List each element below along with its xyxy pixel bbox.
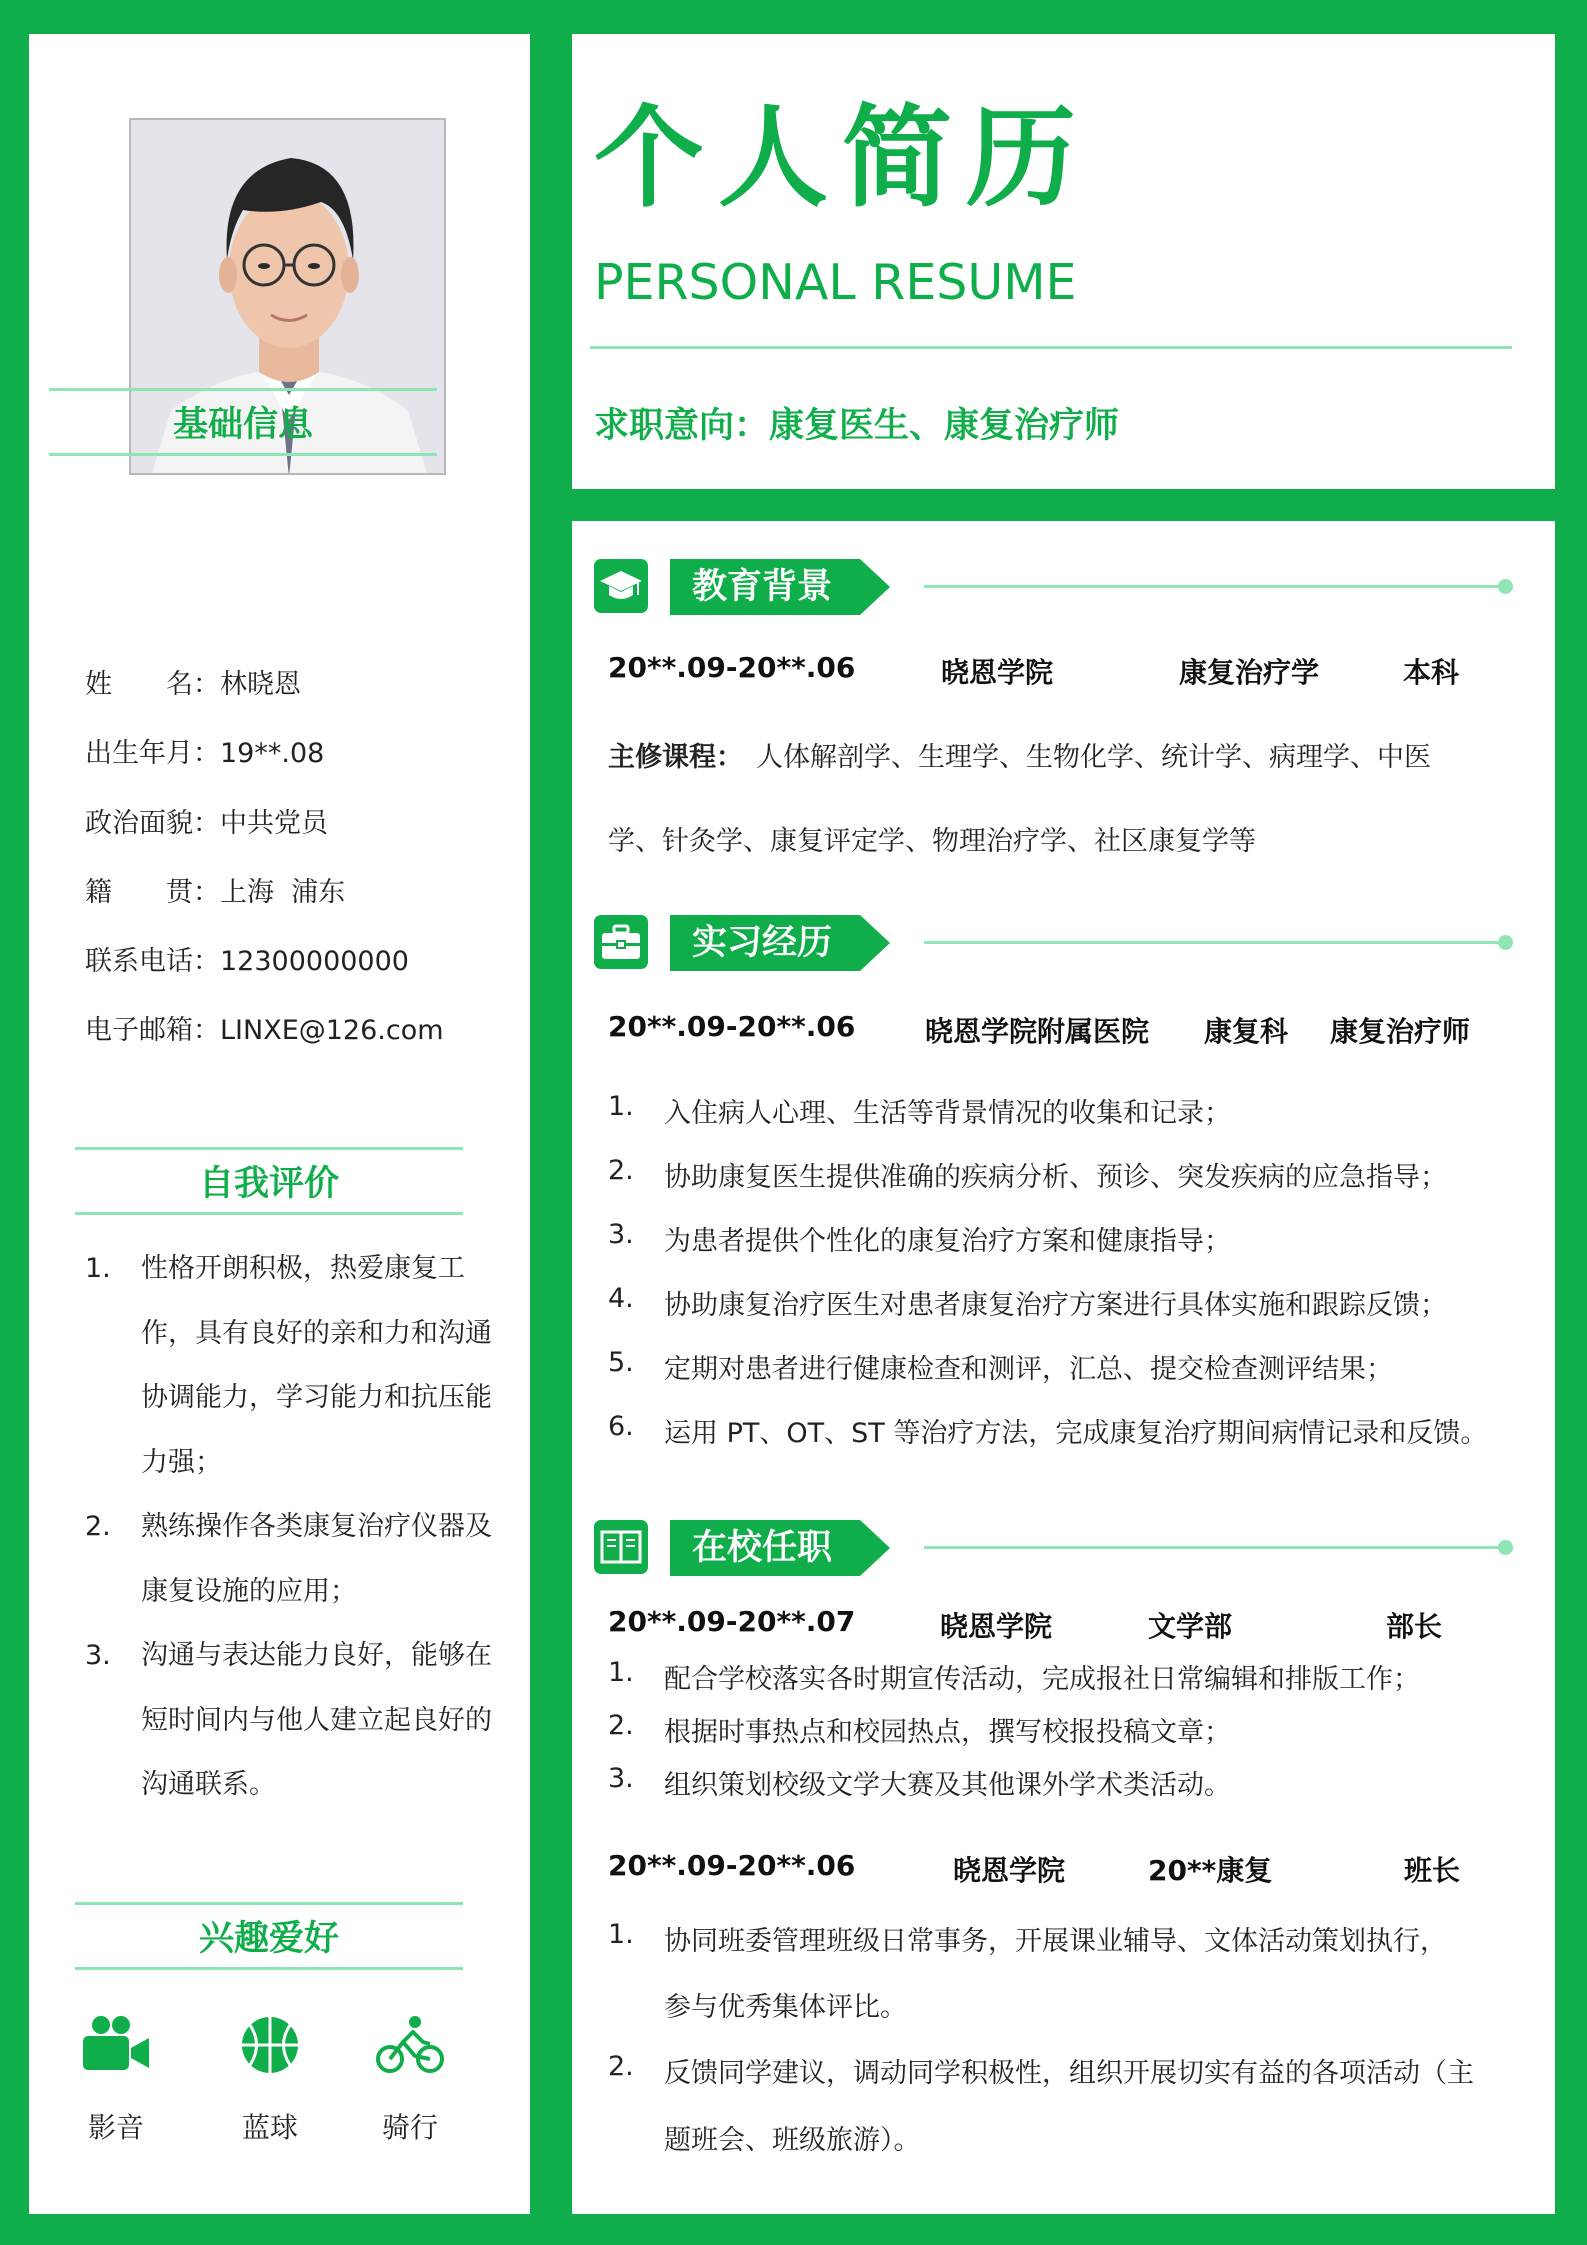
resume-header	[572, 34, 1555, 489]
job2-date: 20**.09-20**.06	[608, 1849, 856, 1882]
item-text: 协同班委管理班级日常事务，开展课业辅导、文体活动策划执行，	[664, 1926, 1447, 1957]
section-dot	[1498, 579, 1513, 594]
item-text: 参与优秀集体评比。	[664, 1992, 907, 2023]
item-number: 2.	[608, 1155, 634, 1186]
section-dot	[1498, 935, 1513, 950]
intern-dept: 康复科	[1204, 1015, 1289, 1048]
edu-major: 康复治疗学	[1179, 656, 1320, 689]
briefcase-icon	[594, 915, 648, 969]
courses-line-1	[608, 735, 1431, 774]
item-number: 1.	[608, 1091, 634, 1122]
info-label: 电子邮箱：	[85, 1015, 220, 1046]
item-number: 4.	[608, 1283, 634, 1314]
item-text: 配合学校落实各时期宣传活动，完成报社日常编辑和排版工作；	[664, 1664, 1420, 1695]
section-line	[924, 941, 1506, 944]
info-row-email	[85, 1008, 444, 1047]
edu-school: 晓恩学院	[941, 656, 1054, 689]
intern-date: 20**.09-20**.06	[608, 1010, 856, 1043]
video-camera-icon	[81, 2014, 151, 2076]
page-title: 个人简历	[594, 94, 1090, 222]
job-intent-value: 康复医生、康复治疗师	[769, 406, 1120, 446]
hobbies-heading: 兴趣爱好	[75, 1902, 463, 1970]
job2-dept: 20**康复	[1148, 1854, 1273, 1887]
hobby-cycling	[355, 2014, 465, 2146]
internship-section-header	[594, 911, 1514, 975]
section-title: 实习经历	[670, 915, 860, 971]
job1-dept: 文学部	[1148, 1610, 1233, 1643]
courses-label: 主修课程：	[608, 742, 743, 773]
item-number: 2.	[608, 1710, 634, 1741]
item-number: 1.	[85, 1253, 111, 1284]
info-label: 联系电话：	[85, 946, 220, 977]
item-text: 为患者提供个性化的康复治疗方案和健康指导；	[664, 1226, 1231, 1257]
job-intent-label: 求职意向：	[594, 406, 770, 446]
courses-line-2: 学、针灸学、康复评定学、物理治疗学、社区康复学等	[608, 826, 1256, 857]
intern-org: 晓恩学院附属医院	[925, 1015, 1150, 1048]
info-value: 12300000000	[220, 946, 409, 977]
info-row-hometown	[85, 870, 345, 909]
hobby-label: 骑行	[381, 2111, 438, 2144]
cycling-icon	[375, 2014, 445, 2076]
left-sidebar	[29, 34, 530, 2214]
job1-org: 晓恩学院	[940, 1610, 1053, 1643]
graduation-cap-icon	[594, 559, 648, 613]
edu-date: 20**.09-20**.06	[608, 651, 856, 684]
self-eval-heading: 自我评价	[75, 1147, 463, 1215]
job2-role: 班长	[1404, 1854, 1461, 1887]
section-dot	[1498, 1540, 1513, 1555]
job1-date: 20**.09-20**.07	[608, 1605, 856, 1638]
item-number: 2.	[608, 2051, 634, 2082]
item-text: 定期对患者进行健康检查和测评，汇总、提交检查测评结果；	[664, 1354, 1393, 1385]
section-line	[924, 1546, 1506, 1549]
item-number: 3.	[85, 1640, 111, 1671]
list-item	[85, 1495, 495, 1624]
info-label: 出生年月：	[85, 738, 220, 769]
item-text: 协助康复医生提供准确的疾病分析、预诊、突发疾病的应急指导；	[664, 1162, 1447, 1193]
item-text: 运用 PT、OT、ST 等治疗方法，完成康复治疗期间病情记录和反馈。	[664, 1418, 1488, 1449]
item-number: 6.	[608, 1411, 634, 1442]
info-value: LINXE@126.com	[220, 1015, 444, 1046]
info-row-birth	[85, 731, 324, 770]
job2-org: 晓恩学院	[953, 1854, 1066, 1887]
info-label: 政治面貌：	[85, 808, 220, 839]
intern-role: 康复治疗师	[1330, 1015, 1471, 1048]
info-row-name	[85, 662, 301, 701]
info-value: 上海 浦东	[220, 877, 346, 908]
hobby-label: 影音	[87, 2111, 144, 2144]
hobby-video	[61, 2014, 171, 2146]
info-row-political	[85, 801, 328, 840]
item-text: 根据时事热点和校园热点，撰写校报投稿文章；	[664, 1717, 1231, 1748]
info-label: 姓 名：	[85, 669, 220, 700]
education-section-header	[594, 555, 1514, 619]
item-text: 熟练操作各类康复治疗仪器及康复设施的应用；	[141, 1511, 492, 1607]
item-number: 3.	[608, 1763, 634, 1794]
item-number: 1.	[608, 1919, 634, 1950]
info-label: 籍 贯：	[85, 877, 220, 908]
info-value: 19**.08	[220, 738, 325, 769]
hobby-label: 蓝球	[241, 2111, 298, 2144]
item-number: 2.	[85, 1511, 111, 1542]
page-subtitle: PERSONAL RESUME	[594, 254, 1077, 311]
courses-text: 人体解剖学、生理学、生物化学、统计学、病理学、中医	[756, 742, 1431, 773]
info-row-phone	[85, 939, 409, 978]
job1-role: 部长	[1386, 1610, 1443, 1643]
item-text: 性格开朗积极，热爱康复工作，具有良好的亲和力和沟通协调能力，学习能力和抗压能力强；	[141, 1253, 492, 1478]
job-intent	[594, 398, 1119, 448]
list-item	[85, 1624, 495, 1818]
item-text: 题班会、班级旅游）。	[664, 2125, 921, 2156]
item-number: 5.	[608, 1347, 634, 1378]
item-number: 3.	[608, 1219, 634, 1250]
basketball-icon	[239, 2014, 301, 2076]
info-value: 中共党员	[220, 808, 328, 839]
item-text: 组织策划校级文学大赛及其他课外学术类活动。	[664, 1770, 1231, 1801]
section-title: 在校任职	[670, 1520, 860, 1576]
info-value: 林晓恩	[220, 669, 301, 700]
section-title: 教育背景	[670, 559, 860, 615]
item-text: 沟通与表达能力良好，能够在短时间内与他人建立起良好的沟通联系。	[141, 1640, 492, 1800]
item-number: 1.	[608, 1657, 634, 1688]
item-text: 入住病人心理、生活等背景情况的收集和记录；	[664, 1098, 1231, 1129]
self-eval-list	[85, 1237, 495, 1818]
item-text: 协助康复治疗医生对患者康复治疗方案进行具体实施和跟踪反馈；	[664, 1290, 1447, 1321]
campus-section-header	[594, 1516, 1514, 1580]
basic-info-heading: 基础信息	[49, 388, 437, 456]
item-text: 反馈同学建议，调动同学积极性，组织开展切实有益的各项活动（主	[664, 2058, 1474, 2089]
edu-degree: 本科	[1403, 656, 1460, 689]
list-item	[85, 1237, 495, 1495]
hobby-basketball	[215, 2014, 325, 2146]
header-divider	[590, 346, 1512, 349]
book-icon	[594, 1520, 648, 1574]
section-line	[924, 585, 1506, 588]
resume-main	[572, 521, 1555, 2214]
